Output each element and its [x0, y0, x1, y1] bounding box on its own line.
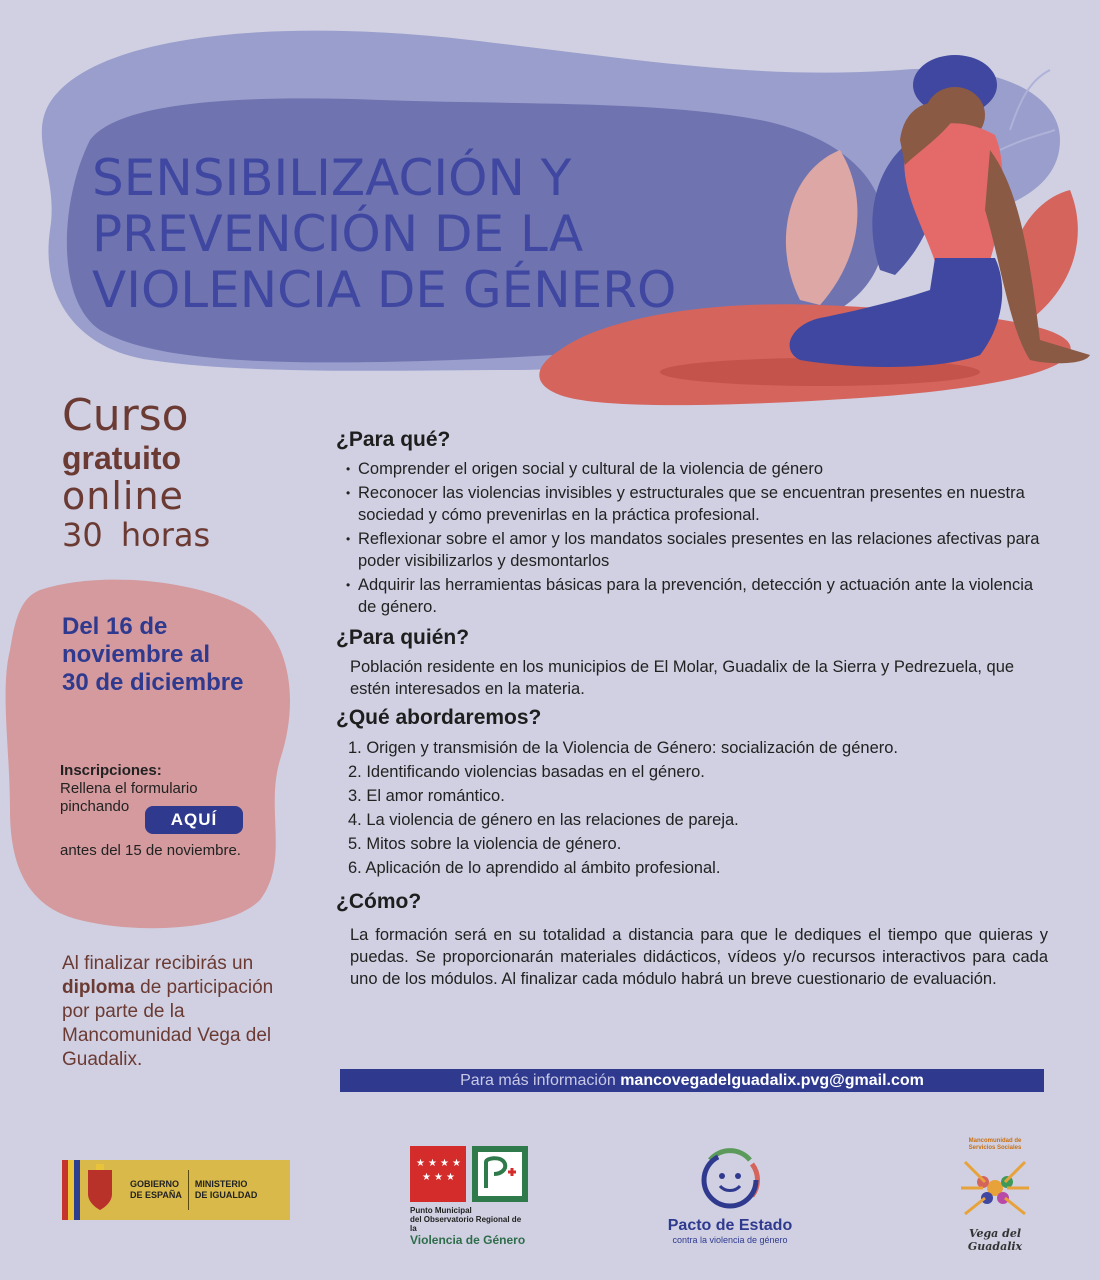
registration-line-1: Rellena el formulario [60, 780, 198, 797]
list-item: • Adquirir las herramientas básicas para la prevención, detección y actuación ante la violencia de género. [346, 574, 1048, 618]
observatorio-icon [472, 1146, 528, 1202]
pacto-estado-logo [660, 1146, 800, 1246]
para-quien-text: Población residente en los municipios de El Molar, Guadalix de la Sierra y Pedrezuela, que estén interesados en la materia. [350, 658, 1015, 698]
mancomunidad-name: Vega del Guadalix [967, 1227, 1023, 1253]
list-item: 2. Identificando violencias basadas en el género. [348, 763, 705, 781]
curso-word: Curso [62, 390, 189, 441]
heading-para-que: ¿Para qué? [336, 428, 451, 451]
gobierno-logo [62, 1160, 290, 1220]
course-content [336, 428, 1048, 996]
observatorio-line-1: Punto Municipal [410, 1206, 472, 1215]
list-item: 6. Aplicación de lo aprendido al ámbito profesional. [348, 859, 721, 877]
list-item: 1. Origen y transmisión de la Violencia de Género: socialización de género. [348, 739, 899, 757]
svg-text:★: ★ [440, 1158, 449, 1169]
dates-line-2: noviembre al [62, 641, 211, 668]
info-email-link[interactable]: mancovegadelguadalix.pvg@gmail.com [620, 1072, 924, 1089]
registration-deadline: antes del 15 de noviembre. [60, 842, 241, 859]
pacto-title: Pacto de Estado [667, 1217, 793, 1234]
ministerio-text [189, 1179, 264, 1201]
observatorio-marks [410, 1146, 530, 1202]
pacto-subtitle: contra la violencia de género [672, 1235, 788, 1245]
title-line-3: VIOLENCIA DE GÉNERO [92, 261, 677, 319]
diploma-note [62, 952, 282, 1072]
gobierno-line-2: DE ESPAÑA [130, 1190, 182, 1200]
info-label: Para más información [460, 1072, 621, 1089]
observatorio-logo [410, 1146, 530, 1247]
gratuito-word: gratuito [62, 440, 182, 476]
coat-of-arms-icon [62, 1160, 124, 1220]
como-text: La formación será en su totalidad a distancia para que le dediques el tiempo que quieras y puedas. Se proporcionarán materiales didácticos, vídeos y/o recursos interactivos para cada uno de los módulos. Al finalizar cada módulo habrá un breve cuestionario de evaluación. [350, 926, 1048, 988]
gobierno-line-1: GOBIERNO [130, 1179, 180, 1189]
diploma-post: de participación por parte de la Mancomunidad Vega del Guadalix. [62, 977, 274, 1070]
course-title [92, 150, 812, 318]
svg-text:★: ★ [428, 1158, 437, 1169]
diploma-bold: diploma [62, 977, 135, 998]
list-item: 3. El amor romántico. [348, 787, 505, 805]
ministerio-line-1: MINISTERIO [194, 1179, 248, 1189]
registration-label: Inscripciones: [60, 762, 162, 779]
abordaremos-list [348, 736, 1048, 880]
mancomunidad-logo [945, 1138, 1045, 1253]
info-bar [340, 1069, 1044, 1092]
diploma-pre: Al finalizar recibirás un [62, 953, 254, 974]
dates-line-3: 30 de diciembre [62, 669, 244, 696]
title-line-1: SENSIBILIZACIÓN Y [92, 149, 572, 207]
madrid-stars-icon [410, 1146, 466, 1202]
hours-text: 30 horas [62, 516, 211, 554]
list-item: • Comprender el origen social y cultural de la violencia de género [346, 458, 1048, 480]
svg-text:★: ★ [446, 1172, 455, 1183]
heading-abordaremos: ¿Qué abordaremos? [336, 706, 542, 729]
register-here-button[interactable]: AQUÍ [145, 806, 243, 834]
course-summary [62, 392, 322, 554]
ministerio-line-2: DE IGUALDAD [194, 1190, 258, 1200]
registration-line-2: pinchando [60, 798, 130, 815]
svg-text:★: ★ [452, 1158, 461, 1169]
mancomunidad-people-icon [955, 1152, 1035, 1222]
observatorio-line-3: Violencia de Género [410, 1233, 526, 1247]
mancomunidad-line-2: Servicios Sociales [968, 1145, 1022, 1151]
pacto-smile-icon [690, 1146, 770, 1210]
title-line-2: PREVENCIÓN DE LA [92, 205, 584, 263]
list-item: 4. La violencia de género en las relaciones de pareja. [348, 811, 739, 829]
svg-text:★: ★ [434, 1172, 443, 1183]
list-item: • Reflexionar sobre el amor y los mandatos sociales presentes en las relaciones afectivas para poder visibilizarlos y desmontarlos [346, 528, 1048, 572]
svg-text:★: ★ [416, 1158, 425, 1169]
heading-para-quien: ¿Para quién? [336, 626, 470, 649]
gobierno-text [124, 1179, 188, 1201]
list-item: • Reconocer las violencias invisibles y estructurales que se encuentran presentes en nuestra sociedad y cómo prevenirlas en la práctica profesional. [346, 482, 1048, 526]
dates-line-1: Del 16 de [62, 613, 168, 640]
para-que-list [346, 458, 1048, 618]
mancomunidad-line-1: Mancomunidad de [968, 1138, 1022, 1144]
course-dates [62, 613, 302, 697]
observatorio-line-2: del Observatorio Regional de la [410, 1215, 522, 1233]
online-word: online [62, 474, 184, 518]
list-item: 5. Mitos sobre la violencia de género. [348, 835, 622, 853]
svg-text:★: ★ [422, 1172, 431, 1183]
heading-como: ¿Cómo? [336, 890, 422, 913]
